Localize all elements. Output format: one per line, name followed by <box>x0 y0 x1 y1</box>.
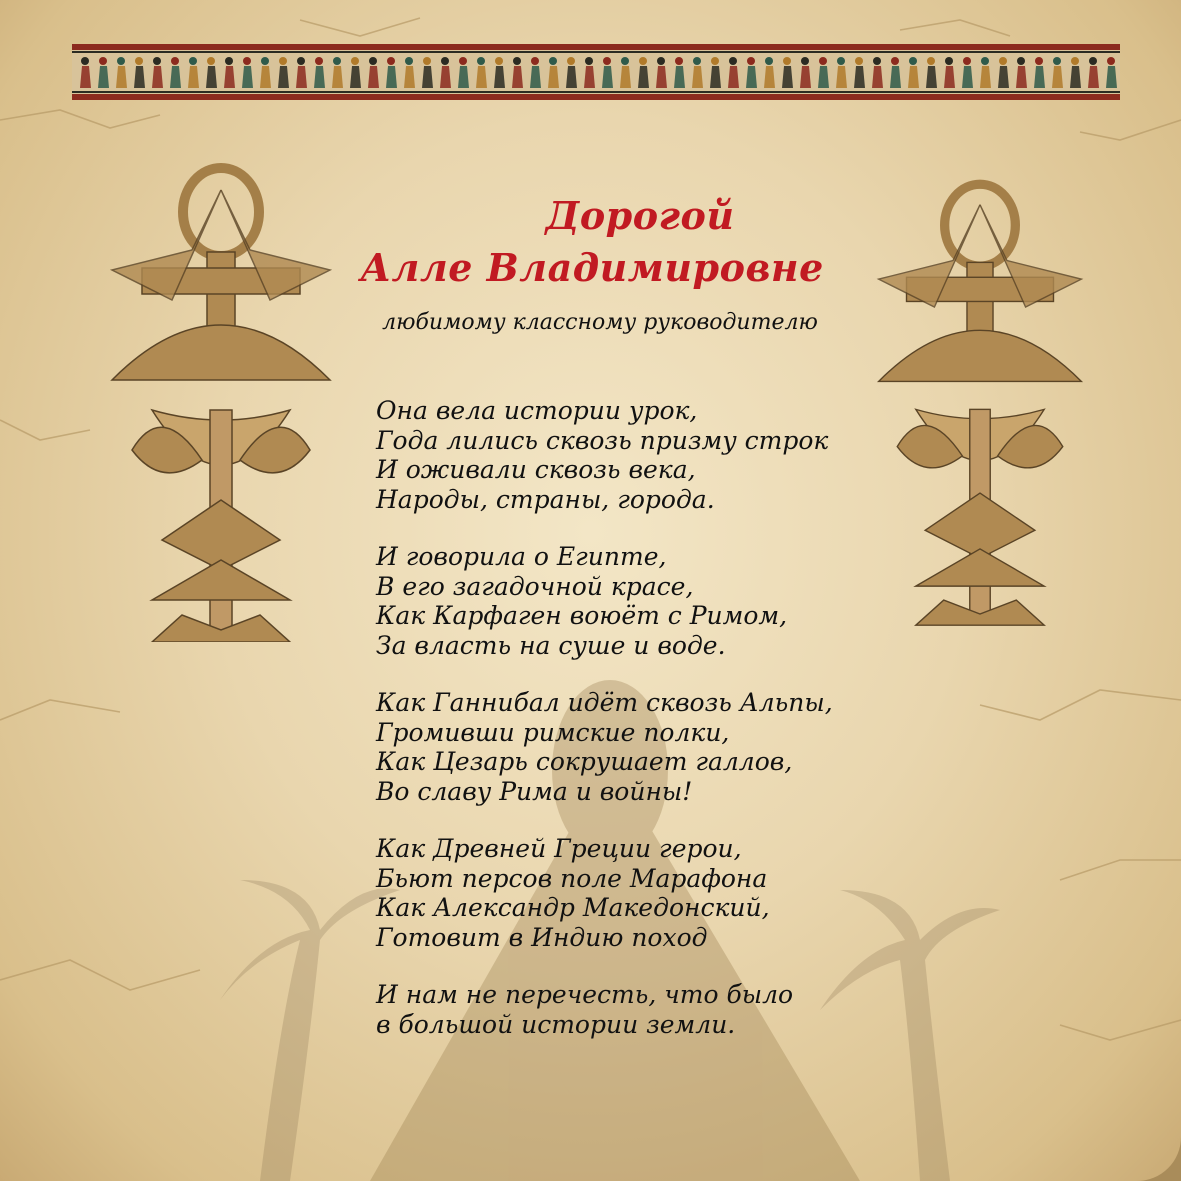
frieze-glyph <box>333 57 341 65</box>
frieze-glyph <box>1071 57 1079 65</box>
frieze-glyph <box>135 57 143 65</box>
frieze-glyph <box>747 57 755 65</box>
frieze-glyph <box>621 57 629 65</box>
poem-line: Бьют персов поле Марафона <box>376 863 768 893</box>
frieze-glyph <box>567 57 575 65</box>
frieze-glyph <box>909 57 917 65</box>
frieze-glyph <box>369 57 377 65</box>
poem-line: За власть на суше и воде. <box>376 630 726 660</box>
poem-line: И говорила о Египте, <box>376 542 667 571</box>
frieze-glyph <box>477 57 485 65</box>
poem-line: Как Древней Греции герои, <box>376 834 742 863</box>
poem-line: И оживали сквозь века, <box>376 455 696 484</box>
frieze-glyph <box>243 57 251 65</box>
poem-stanza <box>376 688 936 806</box>
frieze-glyph <box>963 57 971 65</box>
frieze-glyph <box>81 57 89 65</box>
poem-line: Громивши римские полки, <box>376 717 730 747</box>
poem-line: Народы, страны, города. <box>376 484 715 514</box>
frieze-glyph <box>261 57 269 65</box>
frieze-glyph <box>999 57 1007 65</box>
poem-line: И нам не перечесть, что было <box>376 980 794 1009</box>
frieze-glyph <box>675 57 683 65</box>
frieze-glyph <box>297 57 305 65</box>
frieze-glyph <box>117 57 125 65</box>
frieze-glyph <box>801 57 809 65</box>
greeting-line-2: Алле Владимировне <box>360 245 824 290</box>
frieze-glyph <box>855 57 863 65</box>
frieze-glyph <box>873 57 881 65</box>
frieze-glyph <box>1053 57 1061 65</box>
frieze-glyph <box>981 57 989 65</box>
hieroglyph-frieze <box>72 44 1120 100</box>
frieze-glyph <box>315 57 323 65</box>
poem-line: Года лились сквозь призму строк <box>376 425 829 455</box>
poem-line: Как Цезарь сокрушает галлов, <box>376 747 793 776</box>
frieze-glyph <box>279 57 287 65</box>
frieze-glyph <box>387 57 395 65</box>
frieze-glyph <box>405 57 413 65</box>
poem-line: Как Карфаген воюёт с Римом, <box>376 601 788 630</box>
poem-stanza <box>376 980 936 1039</box>
poem <box>376 396 936 1067</box>
frieze-glyph <box>639 57 647 65</box>
frieze-glyph <box>549 57 557 65</box>
lotus-ankh-ornament-left <box>92 160 350 642</box>
frieze-glyph <box>945 57 953 65</box>
poem-line: Как Александр Македонский, <box>376 893 770 922</box>
frieze-glyph <box>153 57 161 65</box>
poem-line: В его загадочной красе, <box>376 571 694 601</box>
frieze-glyph <box>225 57 233 65</box>
poem-line: Она вела истории урок, <box>376 396 698 425</box>
frieze-glyph <box>1035 57 1043 65</box>
frieze-glyph <box>711 57 719 65</box>
frieze-glyph <box>171 57 179 65</box>
frieze-glyph <box>459 57 467 65</box>
frieze-glyph <box>783 57 791 65</box>
frieze-glyph <box>189 57 197 65</box>
frieze-glyph <box>531 57 539 65</box>
poem-line: Готовит в Индию поход <box>376 922 708 952</box>
frieze-glyph <box>423 57 431 65</box>
poem-line: Как Ганнибал идёт сквозь Альпы, <box>376 688 833 717</box>
poem-line: в большой истории земли. <box>376 1009 736 1039</box>
frieze-glyph <box>1089 57 1097 65</box>
poem-stanza <box>376 834 936 952</box>
frieze-glyph <box>99 57 107 65</box>
frieze-glyph <box>819 57 827 65</box>
frieze-glyph <box>657 57 665 65</box>
frieze-glyph <box>729 57 737 65</box>
greeting-line-1: Дорогой <box>545 193 735 238</box>
frieze-glyph <box>495 57 503 65</box>
frieze-glyph <box>207 57 215 65</box>
frieze-glyph <box>603 57 611 65</box>
frieze-glyph <box>513 57 521 65</box>
frieze-glyph <box>891 57 899 65</box>
frieze-glyph <box>765 57 773 65</box>
poem-line: Во славу Рима и войны! <box>376 776 693 806</box>
poem-stanza <box>376 542 936 660</box>
greeting-subtitle: любимому классному руководителю <box>382 310 818 335</box>
frieze-glyph <box>441 57 449 65</box>
poem-stanza <box>376 396 936 514</box>
frieze-glyph <box>1107 57 1115 65</box>
frieze-glyph <box>351 57 359 65</box>
frieze-glyph <box>585 57 593 65</box>
frieze-glyph <box>927 57 935 65</box>
frieze-glyph <box>693 57 701 65</box>
frieze-glyph <box>1017 57 1025 65</box>
frieze-glyph <box>837 57 845 65</box>
